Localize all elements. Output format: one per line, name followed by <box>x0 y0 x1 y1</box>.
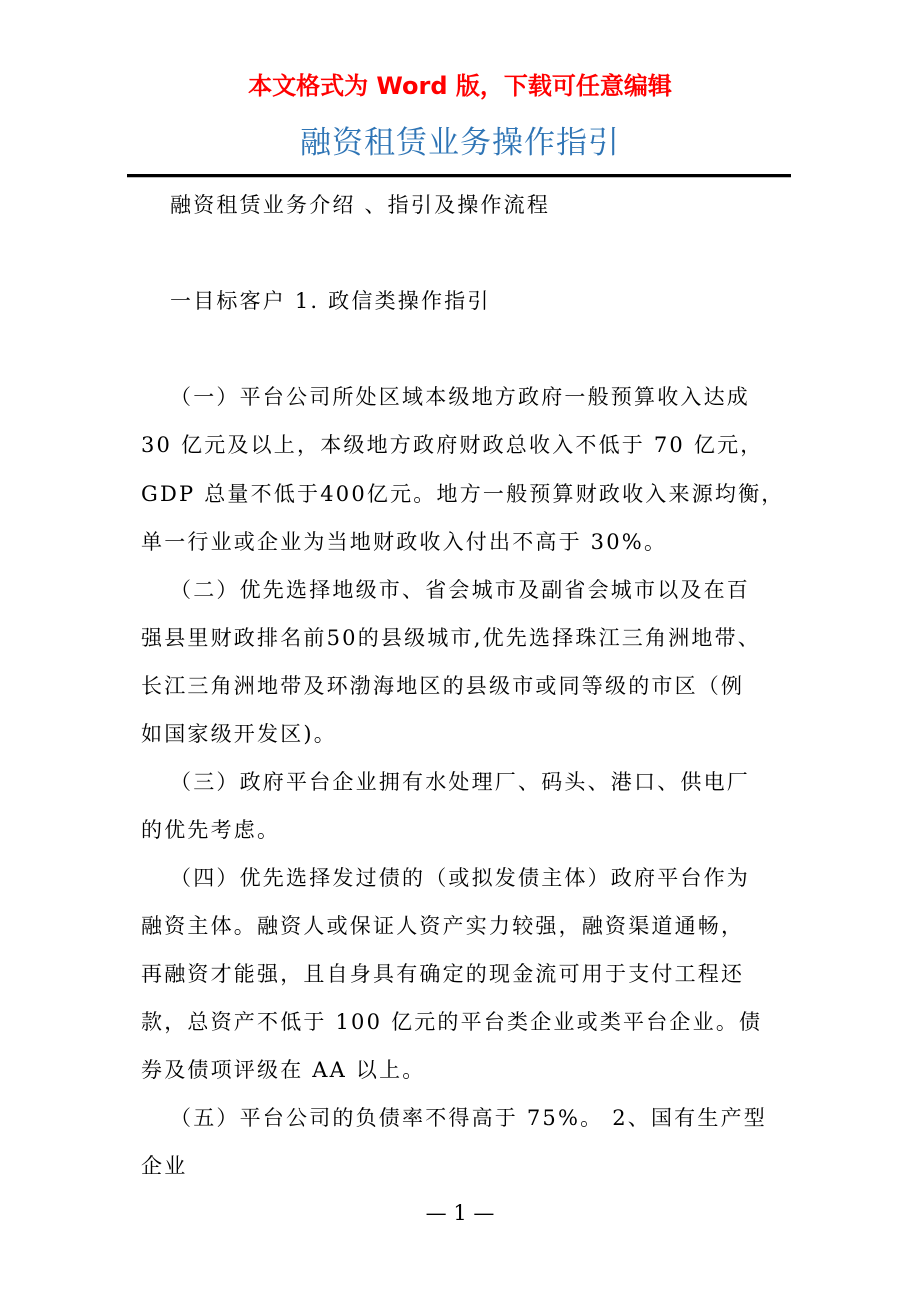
section-heading: 一目标客户 1. 政信类操作指引 <box>170 289 491 313</box>
paragraph-5-line-1: （五）平台公司的负债率不得高于 75%。 2、国有生产型 <box>170 1106 767 1130</box>
paragraph-2-line-3: 长江三角洲地带及环渤海地区的县级市或同等级的市区（例 <box>141 674 745 698</box>
paragraph-1-line-4: 单一行业或企业为当地财政收入付出不高于 30%。 <box>141 530 668 554</box>
paragraph-1-line-2: 30 亿元及以上，本级地方政府财政总收入不低于 70 亿元， <box>141 433 764 457</box>
paragraph-4-line-4: 款，总资产不低于 100 亿元的平台类企业或类平台企业。债 <box>141 1010 763 1034</box>
paragraph-3-line-2: 的优先考虑。 <box>141 818 281 842</box>
header-divider-shadow <box>127 177 791 178</box>
word-format-banner: 本文格式为 Word 版，下载可任意编辑 <box>248 72 672 100</box>
paragraph-2-line-1: （二）优先选择地级市、省会城市及副省会城市以及在百 <box>170 578 750 602</box>
paragraph-4-line-2: 融资主体。融资人或保证人资产实力较强，融资渠道通畅， <box>141 914 745 938</box>
document-title: 融资租赁业务操作指引 <box>300 125 620 161</box>
paragraph-4-line-5: 券及债项评级在 AA 以上。 <box>141 1058 426 1082</box>
paragraph-1-line-3: GDP 总量不低于400亿元。地方一般预算财政收入来源均衡， <box>141 482 785 506</box>
paragraph-5-line-2: 企业 <box>141 1154 188 1178</box>
page-number: — 1 — <box>425 1201 495 1225</box>
paragraph-2-line-4: 如国家级开发区)。 <box>141 722 337 746</box>
document-subtitle: 融资租赁业务介绍 、指引及操作流程 <box>170 193 551 217</box>
paragraph-4-line-1: （四）优先选择发过债的（或拟发债主体）政府平台作为 <box>170 866 750 890</box>
paragraph-2-line-2: 强县里财政排名前50的县级城市,优先选择珠江三角洲地带、 <box>141 626 761 650</box>
paragraph-4-line-3: 再融资才能强，且自身具有确定的现金流可用于支付工程还 <box>141 962 745 986</box>
paragraph-1-line-1: （一）平台公司所处区域本级地方政府一般预算收入达成 <box>170 385 750 409</box>
paragraph-3-line-1: （三）政府平台企业拥有水处理厂、码头、港口、供电厂 <box>170 770 750 794</box>
